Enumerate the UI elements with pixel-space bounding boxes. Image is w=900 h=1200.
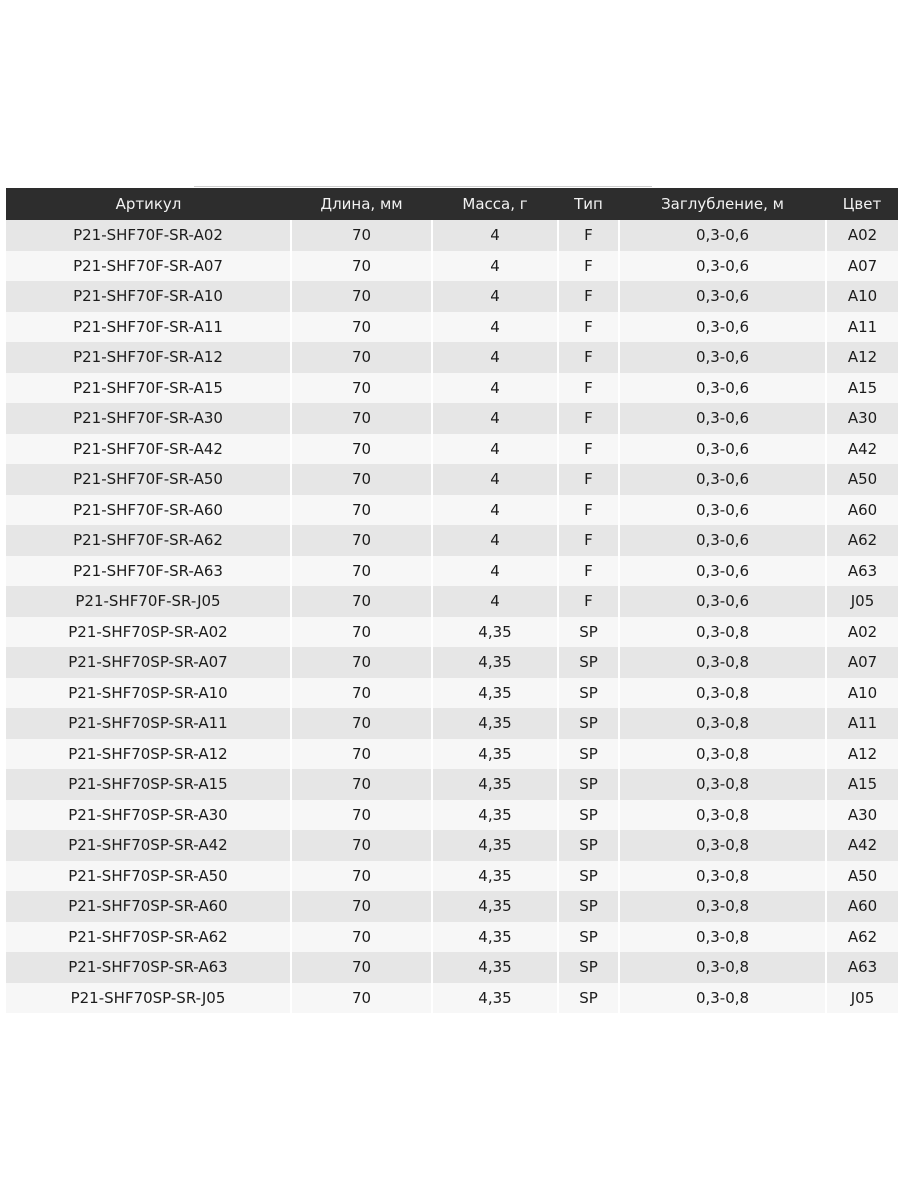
cell-type: F <box>558 342 619 373</box>
cell-type: SP <box>558 708 619 739</box>
cell-color: A60 <box>826 891 898 922</box>
cell-sku: P21-SHF70SP-SR-A42 <box>68 836 228 855</box>
cell-color: A60 <box>826 495 898 526</box>
cell-color: A50 <box>826 861 898 892</box>
cell-sku: P21-SHF70SP-SR-A30 <box>68 805 228 824</box>
cell-sku: P21-SHF70F-SR-A12 <box>73 348 223 367</box>
cell-mass: 4,35 <box>432 983 558 1014</box>
table-row <box>6 373 898 404</box>
cell-depth: 0,3-0,6 <box>619 556 826 587</box>
cell-sku: P21-SHF70SP-SR-A60 <box>68 897 228 916</box>
cell-mass: 4 <box>432 373 558 404</box>
cell-color: A10 <box>826 678 898 709</box>
cell-type: SP <box>558 617 619 648</box>
cell-type: F <box>558 464 619 495</box>
cell-sku: P21-SHF70SP-SR-A10 <box>68 683 228 702</box>
table-row <box>6 739 898 770</box>
cell-color: A02 <box>826 617 898 648</box>
cell-mass: 4 <box>432 586 558 617</box>
cell-color: A63 <box>826 952 898 983</box>
cell-sku: P21-SHF70F-SR-A42 <box>73 439 223 458</box>
cell-color: A62 <box>826 922 898 953</box>
cell-sku: P21-SHF70SP-SR-A12 <box>68 744 228 763</box>
cell-color: A02 <box>826 220 898 251</box>
table-row <box>6 586 898 617</box>
header-row <box>6 188 898 220</box>
cell-depth: 0,3-0,8 <box>619 983 826 1014</box>
cell-type: F <box>558 434 619 465</box>
table-row <box>6 800 898 831</box>
cell-type: SP <box>558 952 619 983</box>
product-spec-table-container <box>6 188 898 1013</box>
cell-type: F <box>558 373 619 404</box>
cell-length: 70 <box>291 281 432 312</box>
cell-length: 70 <box>291 800 432 831</box>
cell-sku: P21-SHF70F-SR-A30 <box>73 409 223 428</box>
table-row <box>6 983 898 1014</box>
cell-length: 70 <box>291 525 432 556</box>
cell-length: 70 <box>291 952 432 983</box>
cell-mass: 4,35 <box>432 647 558 678</box>
header-length: Длина, мм <box>320 195 403 213</box>
cell-depth: 0,3-0,8 <box>619 678 826 709</box>
cell-type: F <box>558 251 619 282</box>
cell-mass: 4 <box>432 342 558 373</box>
cell-sku: P21-SHF70F-SR-A07 <box>73 256 223 275</box>
cell-length: 70 <box>291 586 432 617</box>
cell-type: F <box>558 586 619 617</box>
cell-color: J05 <box>826 586 898 617</box>
cell-length: 70 <box>291 495 432 526</box>
cell-length: 70 <box>291 617 432 648</box>
cell-type: SP <box>558 678 619 709</box>
cell-color: A12 <box>826 739 898 770</box>
cell-color: A07 <box>826 251 898 282</box>
cell-depth: 0,3-0,8 <box>619 952 826 983</box>
cell-depth: 0,3-0,6 <box>619 434 826 465</box>
cell-type: SP <box>558 739 619 770</box>
cell-length: 70 <box>291 739 432 770</box>
cell-length: 70 <box>291 220 432 251</box>
table-row <box>6 617 898 648</box>
cell-depth: 0,3-0,8 <box>619 739 826 770</box>
table-row <box>6 495 898 526</box>
cell-color: A62 <box>826 525 898 556</box>
cell-mass: 4,35 <box>432 678 558 709</box>
cell-type: SP <box>558 830 619 861</box>
cell-depth: 0,3-0,6 <box>619 525 826 556</box>
table-row <box>6 281 898 312</box>
cell-type: SP <box>558 769 619 800</box>
cell-sku: P21-SHF70F-SR-A11 <box>73 317 223 336</box>
cell-length: 70 <box>291 891 432 922</box>
cell-length: 70 <box>291 464 432 495</box>
cell-depth: 0,3-0,6 <box>619 251 826 282</box>
cell-length: 70 <box>291 312 432 343</box>
cell-sku: P21-SHF70F-SR-A50 <box>73 470 223 489</box>
table-row <box>6 464 898 495</box>
cell-mass: 4 <box>432 403 558 434</box>
cell-color: A07 <box>826 647 898 678</box>
header-color: Цвет <box>842 195 882 213</box>
table-row <box>6 647 898 678</box>
cell-sku: P21-SHF70F-SR-A15 <box>73 378 223 397</box>
cell-sku: P21-SHF70SP-SR-A07 <box>68 653 228 672</box>
cell-sku: P21-SHF70SP-SR-J05 <box>70 988 226 1007</box>
cell-length: 70 <box>291 983 432 1014</box>
cell-depth: 0,3-0,8 <box>619 830 826 861</box>
cell-length: 70 <box>291 830 432 861</box>
table-row <box>6 922 898 953</box>
product-spec-table <box>6 188 898 1013</box>
cell-length: 70 <box>291 861 432 892</box>
cell-mass: 4 <box>432 220 558 251</box>
cell-depth: 0,3-0,6 <box>619 373 826 404</box>
cell-type: SP <box>558 861 619 892</box>
cell-depth: 0,3-0,8 <box>619 647 826 678</box>
cell-color: A42 <box>826 830 898 861</box>
cell-color: A63 <box>826 556 898 587</box>
cell-type: SP <box>558 983 619 1014</box>
cell-type: SP <box>558 647 619 678</box>
cell-sku: P21-SHF70F-SR-A62 <box>73 531 223 550</box>
cell-depth: 0,3-0,6 <box>619 403 826 434</box>
cell-length: 70 <box>291 342 432 373</box>
cell-mass: 4 <box>432 251 558 282</box>
cell-depth: 0,3-0,8 <box>619 769 826 800</box>
table-row <box>6 434 898 465</box>
cell-sku: P21-SHF70SP-SR-A15 <box>68 775 228 794</box>
cell-color: A15 <box>826 373 898 404</box>
cell-length: 70 <box>291 678 432 709</box>
header-sku: Артикул <box>115 195 182 213</box>
table-row <box>6 830 898 861</box>
cell-mass: 4,35 <box>432 800 558 831</box>
cell-length: 70 <box>291 708 432 739</box>
cell-color: A30 <box>826 403 898 434</box>
table-row <box>6 251 898 282</box>
cell-mass: 4,35 <box>432 708 558 739</box>
cell-mass: 4 <box>432 495 558 526</box>
cell-length: 70 <box>291 434 432 465</box>
cell-length: 70 <box>291 403 432 434</box>
cell-mass: 4 <box>432 464 558 495</box>
cell-sku: P21-SHF70F-SR-J05 <box>75 592 221 611</box>
cell-depth: 0,3-0,6 <box>619 495 826 526</box>
cell-mass: 4 <box>432 312 558 343</box>
cell-mass: 4 <box>432 281 558 312</box>
cell-color: A11 <box>826 312 898 343</box>
cell-mass: 4,35 <box>432 891 558 922</box>
cell-depth: 0,3-0,6 <box>619 464 826 495</box>
cell-depth: 0,3-0,6 <box>619 312 826 343</box>
cell-sku: P21-SHF70F-SR-A60 <box>73 500 223 519</box>
table-row <box>6 891 898 922</box>
table-row <box>6 678 898 709</box>
cell-color: A12 <box>826 342 898 373</box>
table-row <box>6 952 898 983</box>
cell-mass: 4,35 <box>432 952 558 983</box>
table-body <box>6 220 898 1013</box>
cell-mass: 4,35 <box>432 617 558 648</box>
cell-length: 70 <box>291 922 432 953</box>
cell-sku: P21-SHF70F-SR-A10 <box>73 287 223 306</box>
table-row <box>6 403 898 434</box>
cell-mass: 4 <box>432 434 558 465</box>
cell-length: 70 <box>291 251 432 282</box>
cell-type: F <box>558 312 619 343</box>
cell-type: F <box>558 220 619 251</box>
cell-sku: P21-SHF70SP-SR-A02 <box>68 622 228 641</box>
cell-type: SP <box>558 922 619 953</box>
cell-mass: 4 <box>432 525 558 556</box>
table-row <box>6 769 898 800</box>
cell-mass: 4,35 <box>432 922 558 953</box>
cell-color: A11 <box>826 708 898 739</box>
table-row <box>6 708 898 739</box>
cell-type: F <box>558 556 619 587</box>
cell-color: A42 <box>826 434 898 465</box>
cell-sku: P21-SHF70F-SR-A63 <box>73 561 223 580</box>
table-row <box>6 342 898 373</box>
header-mass: Масса, г <box>462 195 528 213</box>
cell-type: F <box>558 281 619 312</box>
cell-type: F <box>558 403 619 434</box>
header-depth: Заглубление, м <box>661 195 784 213</box>
cell-type: SP <box>558 891 619 922</box>
table-header <box>6 188 898 220</box>
cell-length: 70 <box>291 647 432 678</box>
cell-sku: P21-SHF70SP-SR-A11 <box>68 714 228 733</box>
cell-color: J05 <box>826 983 898 1014</box>
cell-depth: 0,3-0,8 <box>619 891 826 922</box>
cell-depth: 0,3-0,8 <box>619 708 826 739</box>
cell-color: A50 <box>826 464 898 495</box>
cell-depth: 0,3-0,8 <box>619 617 826 648</box>
cell-depth: 0,3-0,8 <box>619 922 826 953</box>
table-row <box>6 312 898 343</box>
cell-type: F <box>558 525 619 556</box>
table-row <box>6 556 898 587</box>
cell-sku: P21-SHF70SP-SR-A62 <box>68 927 228 946</box>
cell-type: SP <box>558 800 619 831</box>
table-row <box>6 525 898 556</box>
cell-length: 70 <box>291 373 432 404</box>
cell-mass: 4 <box>432 556 558 587</box>
cell-sku: P21-SHF70SP-SR-A63 <box>68 958 228 977</box>
header-type: Тип <box>574 195 603 213</box>
cell-sku: P21-SHF70SP-SR-A50 <box>68 866 228 885</box>
cell-depth: 0,3-0,8 <box>619 861 826 892</box>
cell-length: 70 <box>291 556 432 587</box>
cell-type: F <box>558 495 619 526</box>
table-row <box>6 861 898 892</box>
cell-mass: 4,35 <box>432 739 558 770</box>
cell-depth: 0,3-0,6 <box>619 586 826 617</box>
cell-depth: 0,3-0,8 <box>619 800 826 831</box>
cell-color: A10 <box>826 281 898 312</box>
cell-length: 70 <box>291 769 432 800</box>
cell-depth: 0,3-0,6 <box>619 342 826 373</box>
cell-sku: P21-SHF70F-SR-A02 <box>73 226 223 245</box>
cell-color: A15 <box>826 769 898 800</box>
table-row <box>6 220 898 251</box>
cell-mass: 4,35 <box>432 769 558 800</box>
cell-mass: 4,35 <box>432 861 558 892</box>
cell-depth: 0,3-0,6 <box>619 220 826 251</box>
cell-mass: 4,35 <box>432 830 558 861</box>
cell-depth: 0,3-0,6 <box>619 281 826 312</box>
cell-color: A30 <box>826 800 898 831</box>
